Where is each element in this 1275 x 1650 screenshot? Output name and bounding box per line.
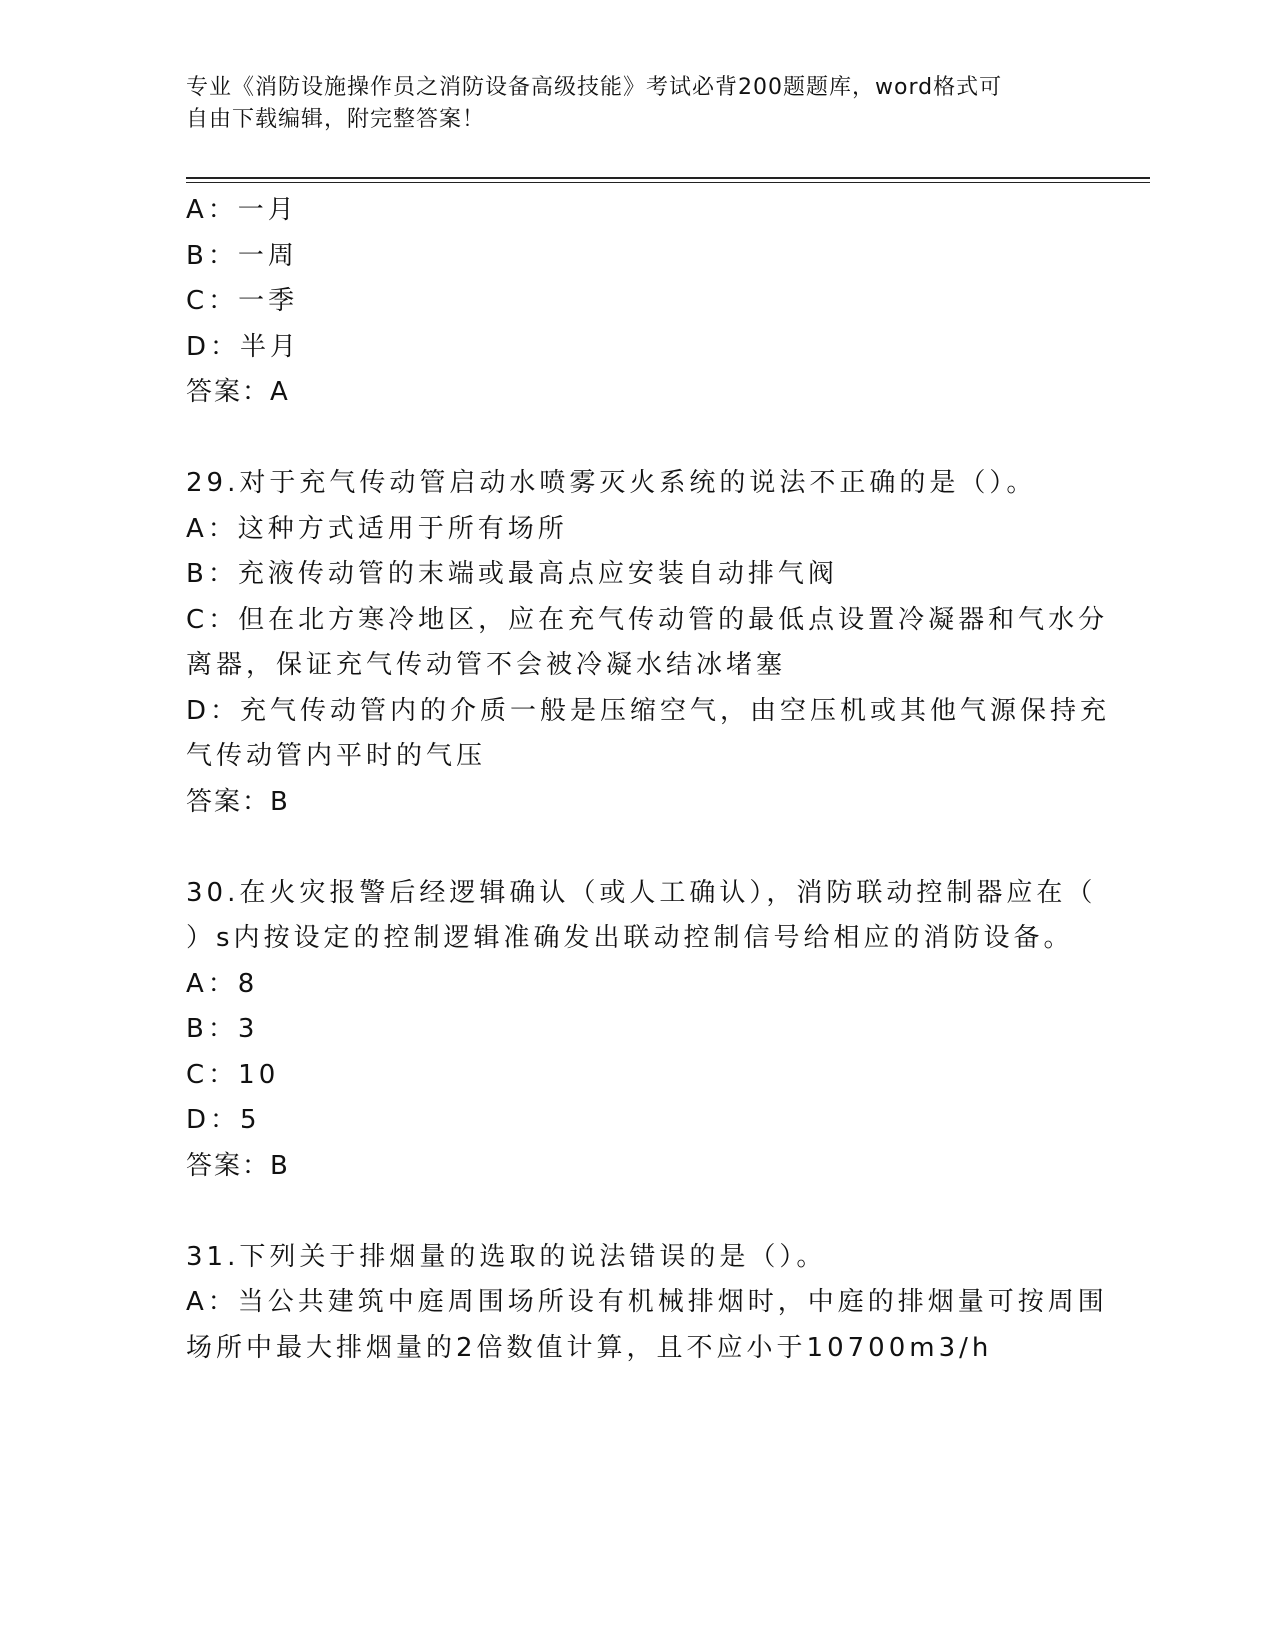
question-30 <box>186 871 1097 1190</box>
question-text: 29.对于充气传动管启动水喷雾灭火系统的说法不正确的是（）。 <box>186 468 1037 498</box>
option-d: D：5 <box>186 1105 261 1135</box>
option-d: D：充气传动管内的介质一般是压缩空气，由空压机或其他气源保持充 <box>186 695 1111 726</box>
answer: 答案：B <box>186 786 290 817</box>
question-text: 30.在火灾报警后经逻辑确认（或人工确认），消防联动控制器应在（ <box>186 877 1097 908</box>
option-a: A：一月 <box>186 195 298 225</box>
option-c: C：一季 <box>186 286 299 316</box>
option-a: A：8 <box>186 968 259 999</box>
option-c: C：但在北方寒冷地区，应在充气传动管的最低点设置冷凝器和气水分 <box>186 604 1109 635</box>
option-b: B：3 <box>186 1014 259 1044</box>
answer: 答案：B <box>186 1150 290 1181</box>
option-a: A：这种方式适用于所有场所 <box>186 513 568 544</box>
option-a-continued: 场所中最大排烟量的2倍数值计算，且不应小于10700m3/h <box>186 1332 993 1363</box>
header-line-2: 自由下载编辑，附完整答案！ <box>186 107 486 132</box>
question-text: 31.下列关于排烟量的选取的说法错误的是（）。 <box>186 1241 827 1272</box>
header-line-1: 专业《消防设施操作员之消防设备高级技能》考试必背200题题库，word格式可 <box>186 75 1003 100</box>
question-31 <box>186 1235 1108 1372</box>
question-29 <box>186 461 1111 825</box>
option-b: B：一周 <box>186 240 298 271</box>
document-header <box>186 72 1066 136</box>
header-rule-thin <box>186 182 1150 183</box>
option-c-continued: 离器，保证充气传动管不会被冷凝水结冰堵塞 <box>186 650 787 680</box>
option-a: A：当公共建筑中庭周围场所设有机械排烟时，中庭的排烟量可按周围 <box>186 1287 1108 1317</box>
header-rule-thick <box>186 177 1150 179</box>
option-d-continued: 气传动管内平时的气压 <box>186 741 487 771</box>
option-d: D：半月 <box>186 331 301 362</box>
question-content <box>186 188 1111 1371</box>
option-c: C：10 <box>186 1059 280 1090</box>
answer: 答案：A <box>186 377 290 407</box>
question-28 <box>186 188 1086 416</box>
question-text-continued: ）s内按设定的控制逻辑准确发出联动控制信号给相应的消防设备。 <box>186 923 1074 953</box>
option-b: B：充液传动管的末端或最高点应安装自动排气阀 <box>186 559 838 589</box>
